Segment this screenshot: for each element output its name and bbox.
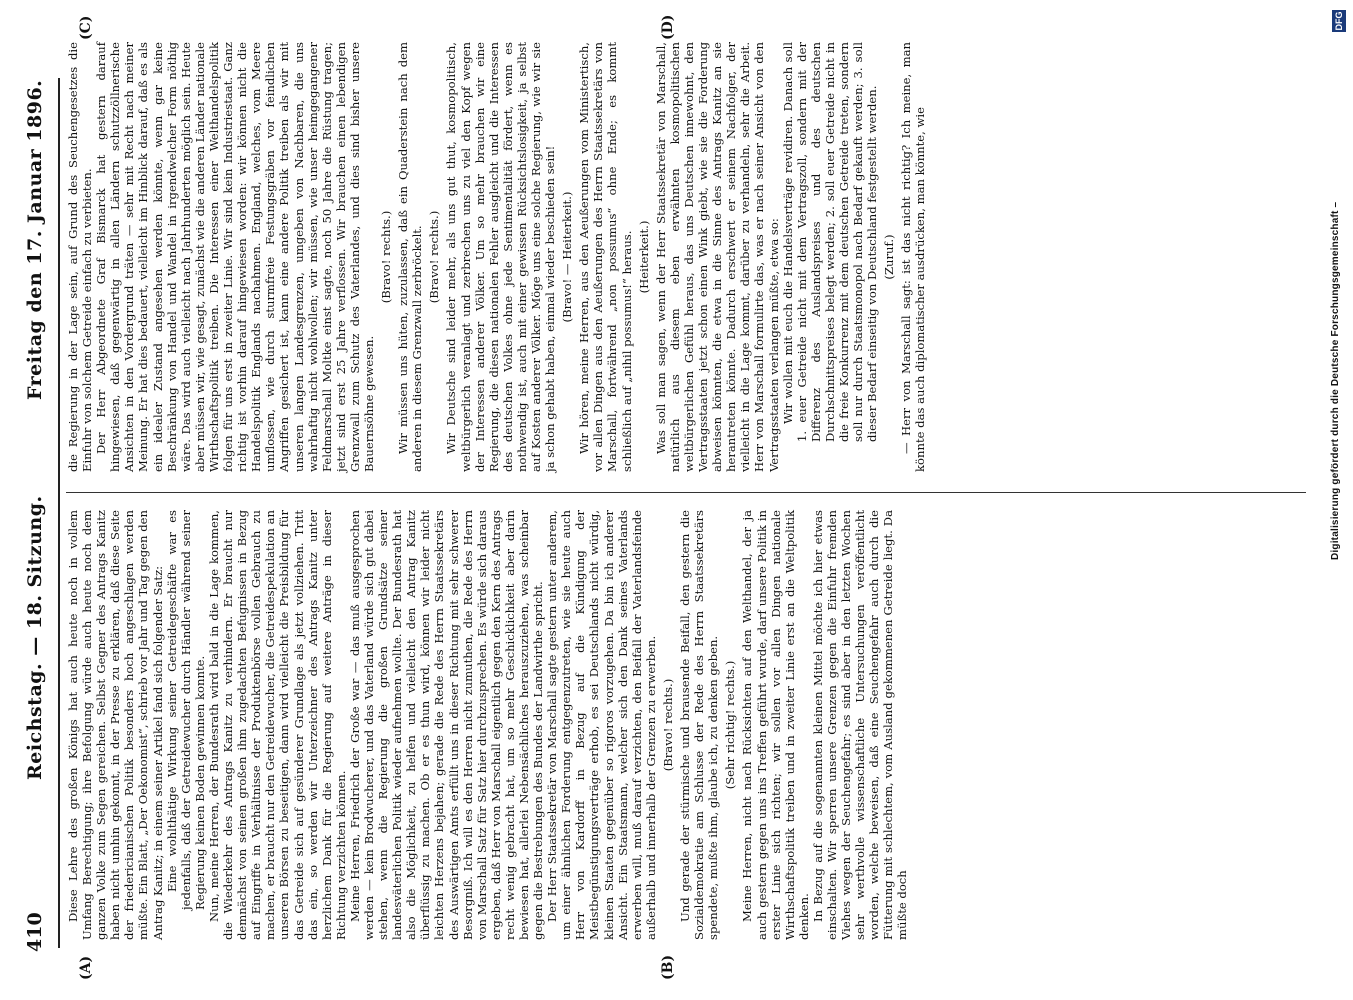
interjection: (Sehr richtig! rechts.) [723,660,738,790]
paragraph: — Herr von Marschall sagt: ist das nicht richtig? Ich meine, man könnte das auch diplomatischer ausdrücken, man könnte, wie [899,42,928,472]
quotation: Eine wohlthätige Wirkung seiner Getreidegeschäfte war es jedenfalls, daß der Getreidewucher durch Händler während seiner Regierung keinen Boden gewinnen konnte. [164,510,207,910]
paragraph: Wir müssen uns hüten, zuzulassen, daß ein Quaderstein nach dem anderen in diesem Grenzwall zerbröckelt. [396,42,425,472]
margin-mark-c: (C) [78,15,94,40]
header-rule [58,78,60,948]
session-date: Freitag den 17. Januar 1896. [24,79,46,400]
paragraph: Meine Herren, Friedrich der Große war — das muß ausgesprochen werden — kein Brodwucherer, und das Vaterland würde sich gut dabei stehen, wenn die Regierung die großen Grundsätze seiner landesväterlichen Politik wieder aufnehmen wollte. Der Bundesrath hat also die Möglichkeit, zu helfen und vielleicht den Antrag Kanitz überflüssig zu machen. Ob er es thun wird, können wir leider nicht leichten Herzens bejahen; gerade die Rede des Herrn Staatssekretärs des Auswärtigen Amts erfüllt uns in dieser Richtung mit sehr schwerer Besorgniß. Ich will es den Herren nicht zumuthen, die Rede des Herrn von Marschall Satz für Satz hier durchzusprechen. Es würde sich daraus ergeben, daß Herr von Marschall eigentlich gegen den Kern des Antrags recht wenig gebracht hat, um so mehr Geschicklichkeit aber darin bewiesen hat, allerlei Nebensächliches herauszuziehen, was scheinbar gegen die Bestrebungen des Bundes der Landwirthe spricht. [347,510,546,940]
paragraph: die Regierung in der Lage sein, auf Grund des Seuchengesetzes die Einfuhr von solchem Getreide einfach zu verbieten. [66,42,95,472]
interjection: (Bravo! rechts.) [427,210,442,304]
interjection: (Heiterkeit.) [636,220,651,294]
page-header [18,60,52,960]
digitization-credit: Digitalisierung gefördert durch die Deutsche Forschungsgemeinschaft – [1330,201,1341,560]
page-number: 410 [24,912,46,952]
paragraph: Nun, meine Herren, der Bundesrath wird bald in die Lage kommen, die Wiederkehr des Antrags Kanitz zu verhindern. Er braucht nur demnächst von seinen großen ihm zugedachten Befugnissen in Bezug auf Eingriffe in Verhältnisse der Produktenbörse vollen Gebrauch zu machen, er braucht nur den Getreidewucher, die Getreidespekulation an unseren Börsen zu beseitigen, dann wird vielleicht die Preisbildung für das Getreide sich auf gesünderer Grundlage als jetzt vollziehen. Tritt das ein, so werden wir Unterzeichner des Antrags Kanitz unter herzlichem Dank für die Regierung auf weitere Anträge in dieser Richtung verzichten können. [206,510,348,940]
interjection: (Zuruf.) [882,234,897,280]
margin-mark-a: (A) [78,955,94,980]
margin-mark-d: (D) [660,14,676,40]
paragraph: Meine Herren, nicht nach Rücksichten auf den Welthandel, der ja auch gestern gegen uns ins Treffen geführt wurde, darf unsere Politik in erster Linie sich richten; wir sollen vor allen Dingen nationale Wirthschaftspolitik treiben und in zweiter Linie erst an die Weltpolitik denken. [740,510,811,940]
interjection: (Bravo! rechts.) [660,678,675,772]
interjection: (Bravo! — Heiterkeit.) [560,191,575,323]
paragraph: Wir Deutsche sind leider mehr, als uns gut thut, kosmopolitisch, weltbürgerlich veranlagt und zerbrechen uns zu viel den Kopf wegen der Interessen anderer Völker. Um so mehr brauchen wir eine Regierung, die diesen nationalen Fehler ausgleicht und die Interessen des deutschen Volkes ohne jede Sentimentalität fördert, wenn es nothwendig ist, auch mit einer gewissen Rücksichtslosigkeit, ja selbst auf Kosten anderer Völker. Möge uns eine solche Regierung, wie wir sie ja schon gehabt haben, einmal wieder beschieden sein! [444,42,558,472]
interjection: (Bravo! rechts.) [379,210,394,304]
paragraph: Der Herr Staatssekretär von Marschall sagte gestern unter anderem, um einer ähnlichen Forderung entgegenzutreten, wie sie heute auch Herr von Kardorff in Bezug auf die Kündigung der Meistbegünstigungsverträge erhob, es sei Deutschlands nicht würdig, kleinen Staaten gegenüber so rigoros vorzugehen. Da bin ich anderer Ansicht. Ein Staatsmann, welcher sich den Dank seines Vaterlands erwerben will, muß darauf verzichten, den Beifall der Vaterlandsfeinde außerhalb und innerhalb der Grenzen zu erwerben. [545,510,658,940]
paragraph: Diese Lehre des großen Königs hat auch heute noch in vollem Umfang Berechtigung; ihre Befolgung würde auch heute noch dem ganzen Volke zum Segen gereichen. Selbst Gegner des Antrags Kanitz haben nicht umhin gekonnt, in der Presse zu erklären, daß diese Seite der friedericianischen Politik besonders hoch angeschlagen werden müßte. Ein Blatt, „Der Oekonomist“, schrieb vor Jahr und Tag gegen den Antrag Kanitz; in einem seiner Artikel fand sich folgender Satz: [66,510,165,940]
paragraph: Und gerade der stürmische und brausende Beifall, den gestern die Sozialdemokratie am Schlusse der Rede des Herrn Staatssekretärs spendete, mußte ihm, glaube ich, zu denken geben. [678,510,721,940]
paragraph: In Bezug auf die sogenannten kleinen Mittel möchte ich hier etwas einschalten. Wir sperren unsere Grenzen gegen die Einfuhr fremden Viehes wegen der Seuchengefahr; es sind aber in den letzten Wochen sehr werthvolle wissenschaftliche Untersuchungen veröffentlicht worden, welche beweisen, daß eine Seuchengefahr auch durch die Fütterung mit schlechtem, vom Ausland gekommenen Getreide liegt. Da müßte doch [810,510,910,940]
dfg-logo: DFG [1334,11,1344,31]
quotation: Wir wollen mit euch die Handelsverträge revidiren. Danach soll 1. euer Getreide nicht mit dem Vertragszoll, sondern mit der Differenz des Auslandspreises und des deutschen Durchschnittspreises belegt werden; 2. soll euer Getreide nicht in die freie Konkurrenz mit dem deutschen Getreide treten, sondern soll nur durch Staatsmonopol nach Bedarf gekauft werden; 3. soll dieser Bedarf einseitig von Deutschland festgestellt werden. [780,42,880,442]
paragraph: Wir hören, meine Herren, aus den Aeußerungen vom Ministertisch, vor allen Dingen aus den Aeußerungen des Herrn Staatssekretärs von Marschall, fortwährend „non possumus“ ohne Ende; es kommt schließlich auf „nihil possumus!“ heraus. [577,42,634,472]
paragraph: Was soll man sagen, wenn der Herr Staatssekretär von Marschall, natürlich aus diesem eben erwähnten kosmopolitischen weltbürgerlichen Gefühl heraus, das uns Deutschen innewohnt, den Vertragsstaaten jetzt schon einen Wink giebt, wie sie die Forderung abweisen könnten, die etwa in die Sinne des Antrags Kanitz an sie herantreten könnte. Dadurch erschwert er seinem Nachfolger, der vielleicht in die Lage kommt, darüber zu verhandeln, sehr die Arbeit. Herr von Marschall formulirte das, was er nach seiner Ansicht von den Vertragsstaaten verlangen müßte, etwa so: [653,42,781,472]
paragraph: Der Herr Abgeordnete Graf Bismarck hat gestern darauf hingewiesen, daß gegenwärtig in allen Ländern schutzzöllnerische Ansichten in den Vordergrund träten — sehr mit Recht nach meiner Meinung. Er hat dies bedauert, vielleicht im Hinblick darauf, daß es als ein idealer Zustand angesehen werden könnte, wenn gar keine Beschränkung von Handel und Wandel in irgendwelcher Form nöthig wäre. Das wird auch vielleicht nach Jahrhunderten möglich sein. Heute aber müssen wir, wie gesagt, zunächst wie die anderen Länder nationale Wirthschaftspolitik treiben. Die Interessen einer Welthandelspolitik folgen für uns erst in zweiter Linie. Wir sind kein Industriestaat. Ganz richtig ist vorhin darauf hingewiesen worden: wir können nicht die Handelspolitik Englands nachahmen. England, welches, vom Meere umflossen, wie durch sturmfreie Festungsgräben vor feindlichen Angriffen gesichert ist, kann eine andere Politik treiben als wir mit unseren langen Landesgrenzen, umgeben von Nachbaren, die uns wahrhaftig nicht wohlwollen; wir müssen, wie unser heimgegangener Feldmarschall Moltke einst sagte, noch 50 Jahre die Rüstung tragen; jetzt sind erst 25 Jahre verflossen. Wir brauchen einen lebendigen Grenzwall zum Schutz des Vaterlandes, und dies sind bisher unsere Bauernsöhne gewesen. [94,42,376,472]
column-divider [66,492,1306,493]
margin-mark-b: (B) [660,954,676,980]
session-title: Reichstag. — 18. Sitzung. [24,495,46,780]
right-column [66,42,928,472]
left-column [66,510,910,940]
